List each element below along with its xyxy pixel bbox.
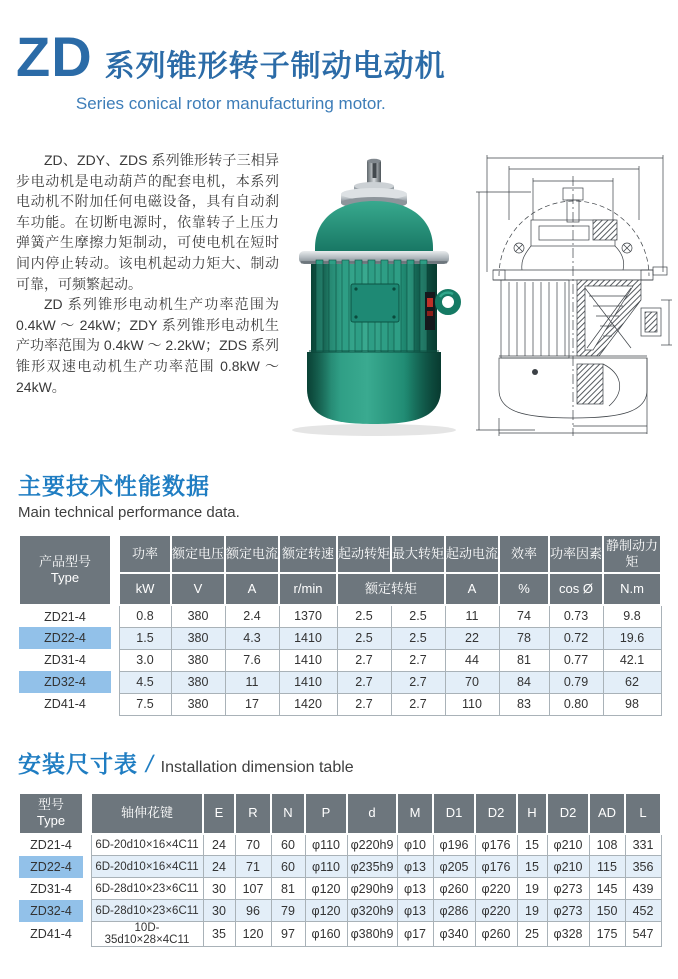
value-cell: 81	[271, 878, 305, 900]
row-spline-cell: 6D-28d10×23×6C11	[91, 900, 203, 922]
column-header-max-torque: 最大转矩	[391, 535, 445, 573]
type-label-en: Type	[50, 570, 80, 585]
value-cell: 1.5	[119, 627, 171, 649]
value-cell: 2.5	[337, 627, 391, 649]
value-cell: 0.72	[549, 627, 603, 649]
column-header-H: H	[517, 793, 547, 834]
value-cell: 79	[271, 900, 305, 922]
value-cell: φ328	[547, 922, 589, 947]
column-header-P: P	[305, 793, 347, 834]
unit-rmin: r/min	[279, 573, 337, 605]
value-cell: 0.8	[119, 605, 171, 627]
value-cell: φ273	[547, 878, 589, 900]
value-cell: 2.7	[391, 693, 445, 715]
column-gap	[111, 535, 119, 605]
header-row	[19, 793, 661, 834]
column-gap	[83, 900, 91, 922]
value-cell: φ13	[397, 856, 433, 878]
table-row	[19, 605, 661, 627]
unit-a2: A	[445, 573, 499, 605]
value-cell: 25	[517, 922, 547, 947]
title-block	[16, 25, 446, 114]
value-cell: φ220	[475, 878, 517, 900]
value-cell: φ380h9	[347, 922, 397, 947]
column-header-D2b: D2	[547, 793, 589, 834]
dimension-heading-cn: 安装尺寸表	[18, 750, 138, 777]
dimension-table-body	[19, 834, 661, 947]
value-cell: 42.1	[603, 649, 661, 671]
value-cell: φ260	[475, 922, 517, 947]
row-type-cell: ZD21-4	[19, 605, 111, 627]
value-cell: φ210	[547, 856, 589, 878]
page-title	[16, 25, 446, 88]
table-row	[19, 649, 661, 671]
row-type-cell: ZD32-4	[19, 900, 83, 922]
value-cell: 0.77	[549, 649, 603, 671]
motor-cross-section-drawing-image	[473, 150, 675, 440]
value-cell: 24	[203, 856, 235, 878]
page-subtitle-en: Series conical rotor manufacturing motor.	[75, 94, 386, 113]
value-cell: 7.6	[225, 649, 279, 671]
column-header-power-factor: 功率因素	[549, 535, 603, 573]
value-cell: φ120	[305, 900, 347, 922]
column-header-rated-speed: 额定转速	[279, 535, 337, 573]
value-cell: φ110	[305, 856, 347, 878]
row-type-cell: ZD22-4	[19, 856, 83, 878]
column-header-rated-current: 额定电流	[225, 535, 279, 573]
value-cell: 24	[203, 834, 235, 856]
column-header-start-torque: 起动转矩	[337, 535, 391, 573]
value-cell: 71	[235, 856, 271, 878]
unit-v: V	[171, 573, 225, 605]
column-header-AD: AD	[589, 793, 625, 834]
column-header-power: 功率	[119, 535, 171, 573]
value-cell: 30	[203, 878, 235, 900]
value-cell: 30	[203, 900, 235, 922]
page-title-cn: 系列锥形转子制动电动机	[104, 50, 446, 83]
value-cell: 44	[445, 649, 499, 671]
value-cell: φ13	[397, 878, 433, 900]
value-cell: 2.7	[391, 649, 445, 671]
row-type-cell: ZD31-4	[19, 649, 111, 671]
value-cell: 9.8	[603, 605, 661, 627]
value-cell: 60	[271, 834, 305, 856]
value-cell: 70	[235, 834, 271, 856]
value-cell: 11	[225, 671, 279, 693]
value-cell: φ210	[547, 834, 589, 856]
value-cell: 380	[171, 693, 225, 715]
value-cell: φ286	[433, 900, 475, 922]
value-cell: 35	[203, 922, 235, 947]
value-cell: 380	[171, 627, 225, 649]
motor-photo	[279, 150, 473, 438]
type-label-cn: 型号	[37, 796, 64, 812]
table-row	[19, 856, 661, 878]
column-gap	[83, 793, 91, 834]
intro-section	[0, 114, 678, 414]
value-cell: 98	[603, 693, 661, 715]
row-type-cell: ZD32-4	[19, 671, 111, 693]
value-cell: φ290h9	[347, 878, 397, 900]
value-cell: 74	[499, 605, 549, 627]
value-cell: 97	[271, 922, 305, 947]
table-row	[19, 834, 661, 856]
value-cell: φ260	[433, 878, 475, 900]
column-header-L: L	[625, 793, 661, 834]
value-cell: φ340	[433, 922, 475, 947]
column-gap	[111, 649, 119, 671]
column-header-D1: D1	[433, 793, 475, 834]
value-cell: 15	[517, 856, 547, 878]
column-header-type	[19, 535, 111, 605]
row-type-cell: ZD41-4	[19, 922, 83, 947]
header-row	[19, 535, 661, 573]
value-cell: 81	[499, 649, 549, 671]
column-header-type	[19, 793, 83, 834]
value-cell: 175	[589, 922, 625, 947]
column-gap	[83, 878, 91, 900]
value-cell: 4.3	[225, 627, 279, 649]
heading-divider: /	[143, 750, 156, 778]
value-cell: 62	[603, 671, 661, 693]
value-cell: φ196	[433, 834, 475, 856]
value-cell: 78	[499, 627, 549, 649]
value-cell: 19.6	[603, 627, 661, 649]
table-row	[19, 900, 661, 922]
column-gap	[83, 856, 91, 878]
dimension-section-heading	[18, 746, 678, 779]
unit-a: A	[225, 573, 279, 605]
performance-table	[18, 534, 662, 716]
value-cell: 145	[589, 878, 625, 900]
performance-table-body	[19, 605, 661, 715]
row-type-cell: ZD41-4	[19, 693, 111, 715]
motor-drawing	[473, 150, 676, 440]
value-cell: 4.5	[119, 671, 171, 693]
table-row	[19, 693, 661, 715]
column-header-E: E	[203, 793, 235, 834]
value-cell: 2.7	[337, 693, 391, 715]
row-type-cell: ZD22-4	[19, 627, 111, 649]
column-header-efficiency: 效率	[499, 535, 549, 573]
row-spline-cell: 10D-35d10×28×4C11	[91, 922, 203, 947]
intro-paragraph-1: ZD、ZDY、ZDS 系列锥形转子三相异步电动机是电动葫芦的配套电机，本系列电动机不附加任何电磁设备，具有自动刹车功能。在切断电源时，依靠转子上压力弹簧产生摩擦力矩制动，可使电机在短时间内停止转动。该电机起动力矩大、制动可靠，可频繁起动。	[16, 152, 279, 292]
value-cell: φ120	[305, 878, 347, 900]
column-header-brake-torque: 静制动力矩	[603, 535, 661, 573]
value-cell: φ220h9	[347, 834, 397, 856]
value-cell: 1410	[279, 671, 337, 693]
row-type-cell: ZD31-4	[19, 878, 83, 900]
value-cell: 2.5	[391, 605, 445, 627]
unit-kw: kW	[119, 573, 171, 605]
dimension-table	[18, 792, 662, 948]
value-cell: φ235h9	[347, 856, 397, 878]
value-cell: 380	[171, 671, 225, 693]
value-cell: 380	[171, 605, 225, 627]
value-cell: 120	[235, 922, 271, 947]
value-cell: 2.4	[225, 605, 279, 627]
column-gap	[111, 627, 119, 649]
value-cell: φ273	[547, 900, 589, 922]
value-cell: 96	[235, 900, 271, 922]
value-cell: φ160	[305, 922, 347, 947]
value-cell: 115	[589, 856, 625, 878]
value-cell: 7.5	[119, 693, 171, 715]
value-cell: 22	[445, 627, 499, 649]
row-spline-cell: 6D-20d10×16×4C11	[91, 856, 203, 878]
unit-cos: cos Ø	[549, 573, 603, 605]
value-cell: 1410	[279, 627, 337, 649]
value-cell: 70	[445, 671, 499, 693]
column-header-D2: D2	[475, 793, 517, 834]
value-cell: φ220	[475, 900, 517, 922]
intro-text	[16, 150, 279, 397]
column-gap	[111, 671, 119, 693]
value-cell: 19	[517, 878, 547, 900]
unit-nm: N.m	[603, 573, 661, 605]
value-cell: 17	[225, 693, 279, 715]
unit-rated-torque: 额定转矩	[337, 573, 445, 605]
column-header-d: d	[347, 793, 397, 834]
column-header-start-current: 起动电流	[445, 535, 499, 573]
value-cell: 0.73	[549, 605, 603, 627]
value-cell: 380	[171, 649, 225, 671]
column-gap	[83, 922, 91, 947]
value-cell: φ176	[475, 834, 517, 856]
value-cell: 107	[235, 878, 271, 900]
column-header-N: N	[271, 793, 305, 834]
value-cell: 356	[625, 856, 661, 878]
row-type-cell: ZD21-4	[19, 834, 83, 856]
column-header-R: R	[235, 793, 271, 834]
intro-paragraph-2: ZD 系列锥形电动机生产功率范围为 0.4kW ～ 24kW；ZDY 系列锥形电动机生产功率范围为 0.4kW ～ 2.2kW；ZDS 系列锥形双速电动机生产功率范围 0.8kW ～ 24kW。	[16, 296, 279, 395]
table-row	[19, 627, 661, 649]
value-cell: 15	[517, 834, 547, 856]
dimension-heading-en: Installation dimension table	[160, 758, 354, 776]
value-cell: 452	[625, 900, 661, 922]
performance-section-heading	[18, 468, 678, 521]
value-cell: φ13	[397, 900, 433, 922]
value-cell: 2.5	[391, 627, 445, 649]
performance-table-header	[19, 535, 661, 605]
value-cell: φ320h9	[347, 900, 397, 922]
value-cell: 3.0	[119, 649, 171, 671]
value-cell: 84	[499, 671, 549, 693]
performance-heading-cn: 主要技术性能数据	[18, 473, 210, 499]
value-cell: 19	[517, 900, 547, 922]
column-gap	[111, 693, 119, 715]
unit-percent: %	[499, 573, 549, 605]
value-cell: 331	[625, 834, 661, 856]
value-cell: 1410	[279, 649, 337, 671]
column-gap	[111, 605, 119, 627]
value-cell: 11	[445, 605, 499, 627]
value-cell: 110	[445, 693, 499, 715]
value-cell: φ176	[475, 856, 517, 878]
value-cell: 60	[271, 856, 305, 878]
row-spline-cell: 6D-20d10×16×4C11	[91, 834, 203, 856]
value-cell: φ205	[433, 856, 475, 878]
column-header-M: M	[397, 793, 433, 834]
table-row	[19, 878, 661, 900]
value-cell: 2.7	[337, 671, 391, 693]
type-label-en: Type	[36, 813, 66, 828]
type-label-cn: 产品型号	[38, 553, 91, 569]
value-cell: 2.5	[337, 605, 391, 627]
performance-heading-en: Main technical performance data.	[18, 504, 240, 521]
value-cell: 439	[625, 878, 661, 900]
table-row	[19, 671, 661, 693]
value-cell: 1370	[279, 605, 337, 627]
column-header-rated-voltage: 额定电压	[171, 535, 225, 573]
value-cell: 150	[589, 900, 625, 922]
value-cell: 83	[499, 693, 549, 715]
value-cell: φ17	[397, 922, 433, 947]
value-cell: 108	[589, 834, 625, 856]
value-cell: 0.79	[549, 671, 603, 693]
column-header-spline: 轴伸花键	[91, 793, 203, 834]
row-spline-cell: 6D-28d10×23×6C11	[91, 878, 203, 900]
table-row	[19, 922, 661, 947]
value-cell: 547	[625, 922, 661, 947]
page-header	[0, 0, 678, 114]
value-cell: φ110	[305, 834, 347, 856]
motor-product-photo-image	[279, 156, 469, 438]
value-cell: 2.7	[391, 671, 445, 693]
value-cell: 1420	[279, 693, 337, 715]
value-cell: 0.80	[549, 693, 603, 715]
series-code: ZD	[16, 25, 93, 88]
value-cell: φ10	[397, 834, 433, 856]
dimension-table-header	[19, 793, 661, 834]
value-cell: 2.7	[337, 649, 391, 671]
column-gap	[83, 834, 91, 856]
